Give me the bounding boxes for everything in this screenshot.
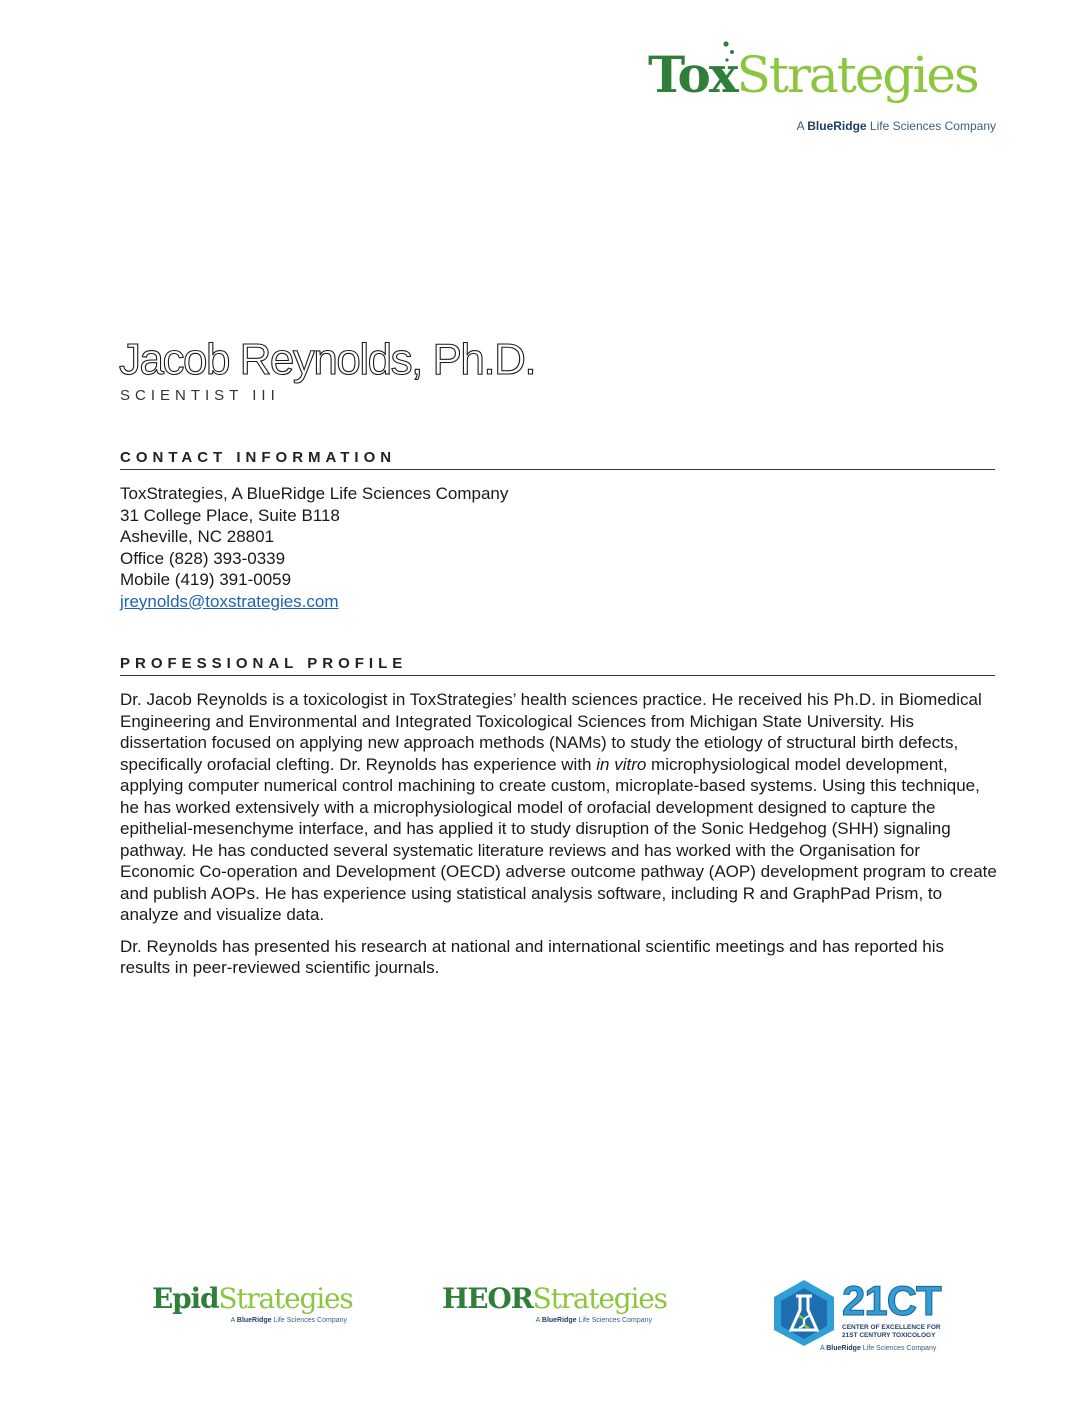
logo-word-strategies: Strategies [736,46,978,104]
heor-tagline: A BlueRidge Life Sciences Company [535,1317,652,1324]
contact-heading: CONTACT INFORMATION [120,449,995,470]
21ct-logo [772,1278,962,1358]
email-link[interactable]: jreynolds@toxstrategies.com [120,591,339,611]
contact-line-company: ToxStrategies, A BlueRidge Life Sciences Company [120,484,509,503]
logo-wordmark [648,45,978,104]
contact-line-city: Asheville, NC 28801 [120,527,275,546]
heorstrategies-logo [442,1282,667,1324]
toxstrategies-logo [640,40,1000,140]
contact-line-office: Office (828) 393-0339 [120,548,286,568]
epid-word: Epid [152,1282,219,1315]
epidstrategies-logo [152,1282,353,1324]
heor-word: HEOR [442,1282,533,1315]
person-name: Jacob Reynolds, Ph.D. [119,335,536,384]
contact-block [120,483,508,612]
profile-body [120,689,998,989]
21ct-wordmark: 21CT [842,1277,941,1324]
tagline-brand: BlueRidge [807,119,867,133]
21ct-subtitle: CENTER OF EXCELLENCE FOR 21ST CENTURY TOXICOLOGY [842,1324,941,1339]
contact-line-mobile: Mobile (419) 391-0059 [120,570,292,589]
epid-strategies-word: Strategies [218,1282,353,1315]
in-vitro-term: in vitro [596,754,647,774]
contact-line-street: 31 College Place, Suite B118 [120,505,340,525]
profile-paragraph-2: Dr. Reynolds has presented his research at national and international scientific meetings and has reported his results in peer-reviewed scientific journals. [120,936,945,977]
logo-word-tox: Tox [648,45,737,104]
logo-tagline: A BlueRidge Life Sciences Company [796,119,996,133]
epid-tagline: A BlueRidge Life Sciences Company [230,1317,347,1324]
dna-flask-hexagon-icon [772,1278,836,1348]
heor-strategies-word: Strategies [532,1282,667,1315]
person-title: SCIENTIST III [120,387,280,404]
profile-paragraph-1: Dr. Jacob Reynolds is a toxicologist in ToxStrategies’ health sciences practice. He received his Ph.D. in Biomedical Engineering and Environmental and Integrated Toxicological Sciences from Michigan State University. His dissertation focused on applying new approach methods (NAMs) to study the etiology of structural birth defects, specifically orofacial clefting. Dr. Reynolds has experience with in vitro microphysiological model development, applying computer numerical control machining to create custom, microplate-based systems. Using this technique, he has worked extensively with a microphysiological model of orofacial development designed to capture the epithelial-mesenchyme interface, and has applied it to study disruption of the Sonic Hedgehog (SHH) signaling pathway. He has conducted several systematic literature reviews and has worked with the Organisation for Economic Co-operation and Development (OECD) adverse outcome pathway (AOP) development program to create and publish AOPs. He has experience using statistical analysis software, including R and GraphPad Prism, to analyze and visualize data. [120,690,997,924]
21ct-tagline: A BlueRidge Life Sciences Company [820,1345,937,1352]
profile-heading: PROFESSIONAL PROFILE [120,655,995,676]
